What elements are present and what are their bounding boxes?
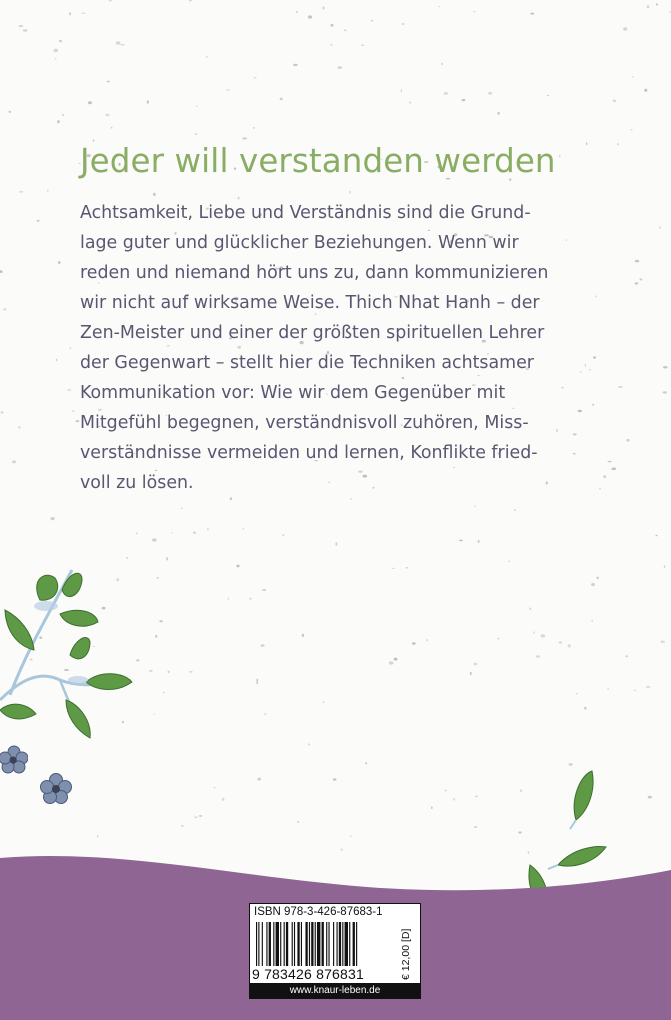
blurb-text [80,198,640,498]
headline: Jeder will verstanden werden [80,142,556,180]
leaf-branch-illustration [0,560,140,750]
isbn-barcode-block [249,903,421,999]
flower-icon [40,773,72,805]
blurb-line: Mitgefühl begegnen, verständnisvoll zuhören, Miss- [80,413,529,433]
blurb-line: Kommunikation vor: Wie wir dem Gegenüber mit [80,383,506,403]
blurb-line: verständnisse vermeiden und lernen, Konflikte fried- [80,443,538,463]
price-label: € 12,00 [D] [400,928,412,980]
blurb-line: wir nicht auf wirksame Weise. Thich Nhat Hanh – der [80,293,540,313]
blurb-line: Achtsamkeit, Liebe und Verständnis sind die Grund- [80,203,531,223]
flower-icon [0,745,28,775]
blurb-line: Zen-Meister und einer der größten spirituellen Lehrer [80,323,545,343]
blurb-line: reden und niemand hört uns zu, dann kommunizieren [80,263,549,283]
blurb-line: voll zu lösen. [80,473,194,493]
publisher-url: www.knaur-leben.de [250,983,420,998]
barcode-digits: 9 783426 876831 [252,966,364,982]
isbn-label: ISBN 978-3-426-87683-1 [254,906,383,918]
blurb-line: der Gegenwart – stellt hier die Techniken achtsamer [80,353,534,373]
blurb-line: lage guter und glücklicher Beziehungen. Wenn wir [80,233,519,253]
